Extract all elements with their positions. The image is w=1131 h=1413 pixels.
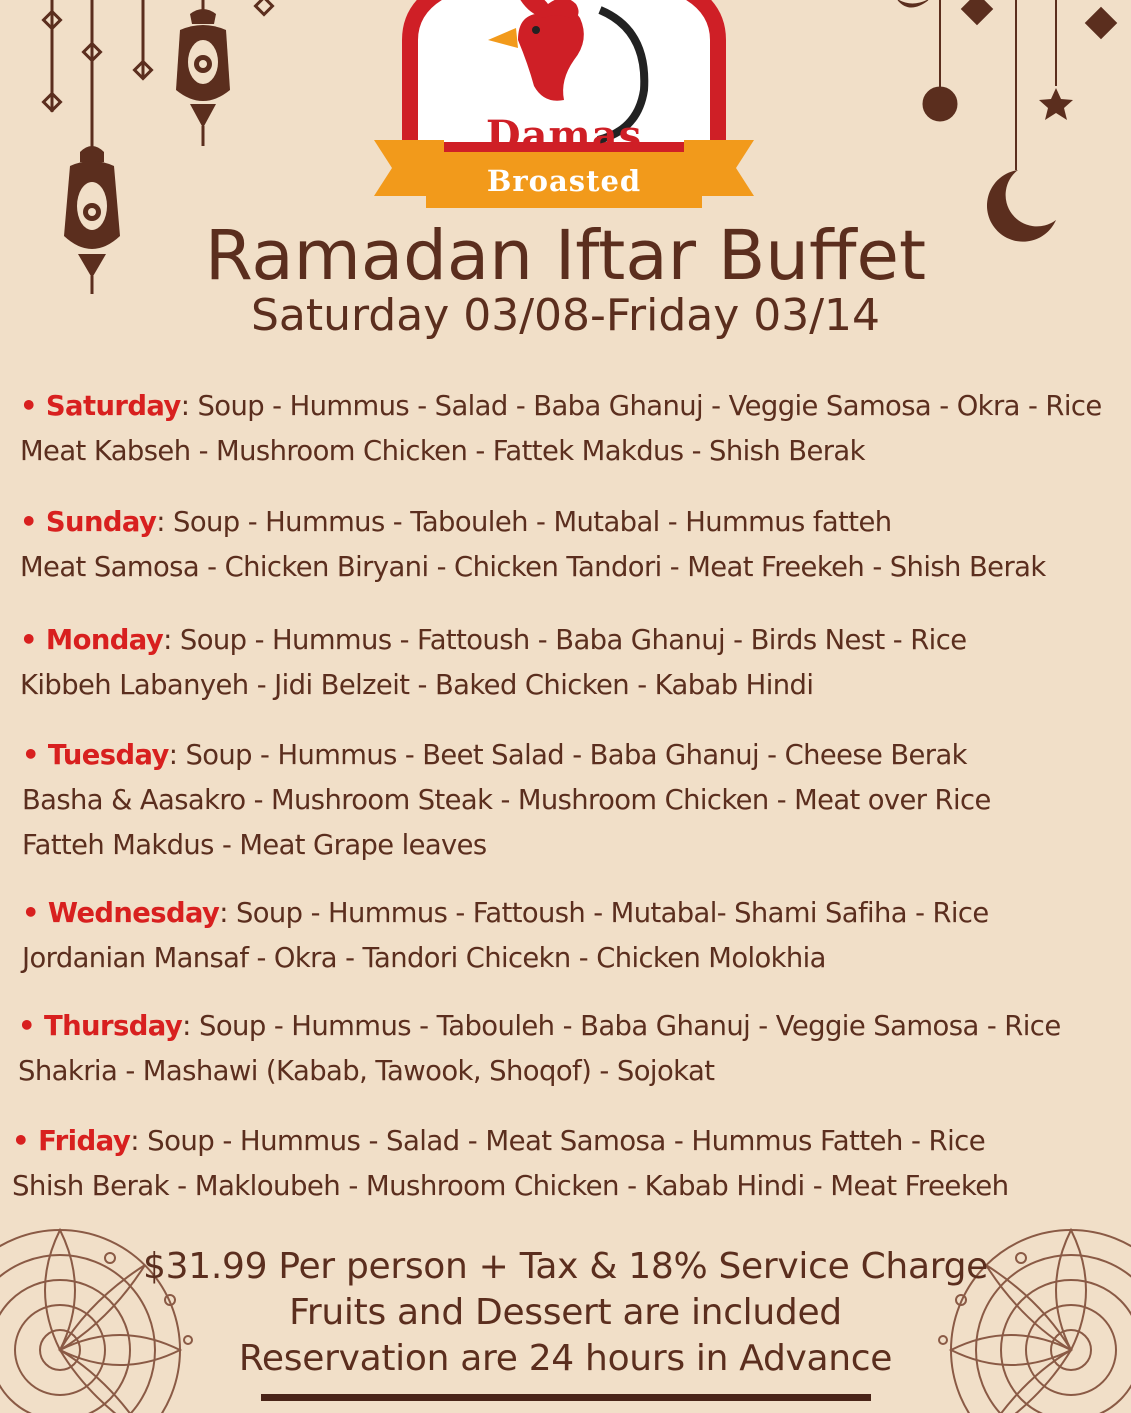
- day-name: • Friday: [12, 1124, 131, 1157]
- day-name: • Tuesday: [22, 738, 169, 771]
- reservation-line: Reservation are 24 hours in Advance: [238, 1338, 893, 1379]
- menu-items-line: : Soup - Hummus - Tabouleh - Baba Ghanuj - Veggie Samosa - Rice: [182, 1009, 1061, 1042]
- menu-day-monday: [20, 617, 1131, 707]
- day-name: • Saturday: [20, 389, 181, 422]
- day-name: • Monday: [20, 623, 164, 656]
- menu-day-saturday: [20, 383, 1131, 473]
- menu-items-line: Shakria - Mashawi (Kabab, Tawook, Shoqof) - Sojokat: [18, 1054, 715, 1087]
- hanging-ornaments-right: [898, 0, 1117, 170]
- menu-items-line: Fatteh Makdus - Meat Grape leaves: [22, 828, 487, 861]
- menu-items-line: Kibbeh Labanyeh - Jidi Belzeit - Baked Chicken - Kabab Hindi: [20, 668, 814, 701]
- day-name: • Wednesday: [22, 896, 220, 929]
- star-icon: [1039, 88, 1073, 120]
- menu-items-line: : Soup - Hummus - Salad - Meat Samosa - Hummus Fatteh - Rice: [130, 1124, 986, 1157]
- menu-day-friday: [12, 1118, 1131, 1208]
- menu-items-line: : Soup - Hummus - Fattoush - Baba Ghanuj - Birds Nest - Rice: [163, 623, 967, 656]
- day-name: • Thursday: [18, 1009, 183, 1042]
- menu-items-line: Meat Samosa - Chicken Biryani - Chicken Tandori - Meat Freekeh - Shish Berak: [20, 550, 1046, 583]
- price-line: $31.99 Per person + Tax & 18% Service Charge: [143, 1246, 988, 1287]
- menu-day-sunday: [20, 499, 1131, 589]
- menu-items-line: : Soup - Hummus - Beet Salad - Baba Ghanuj - Cheese Berak: [168, 738, 967, 771]
- hanging-ornaments-left: [44, 0, 273, 150]
- menu-items-line: Jordanian Mansaf - Okra - Tandori Chicekn - Chicken Molokhia: [22, 941, 826, 974]
- menu-items-line: Shish Berak - Makloubeh - Mushroom Chicken - Kabab Hindi - Meat Freekeh: [12, 1169, 1009, 1202]
- date-range: Saturday 03/08-Friday 03/14: [250, 290, 881, 341]
- damas-broasted-logo: [368, 0, 760, 212]
- menu-day-wednesday: [22, 890, 1131, 980]
- lantern-icon: [176, 9, 230, 146]
- menu-items-line: Meat Kabseh - Mushroom Chicken - Fattek Makdus - Shish Berak: [20, 434, 865, 467]
- menu-items-line: : Soup - Hummus - Fattoush - Mutabal- Shami Safiha - Rice: [219, 896, 989, 929]
- page-title: Ramadan Iftar Buffet: [204, 216, 927, 296]
- day-name: • Sunday: [20, 505, 157, 538]
- logo-word-broasted: Broasted: [486, 164, 642, 198]
- menu-day-thursday: [18, 1003, 1131, 1093]
- menu-items-line: : Soup - Hummus - Salad - Baba Ghanuj - Veggie Samosa - Okra - Rice: [180, 389, 1102, 422]
- menu-day-tuesday: [22, 732, 1131, 867]
- pricing-footer: [0, 1244, 1131, 1382]
- included-line: Fruits and Dessert are included: [289, 1292, 842, 1333]
- divider: [261, 1394, 871, 1401]
- logo-word-damas: Damas: [485, 112, 643, 159]
- menu-items-line: : Soup - Hummus - Tabouleh - Mutabal - Hummus fatteh: [156, 505, 892, 538]
- menu-items-line: Basha & Aasakro - Mushroom Steak - Mushroom Chicken - Meat over Rice: [22, 783, 991, 816]
